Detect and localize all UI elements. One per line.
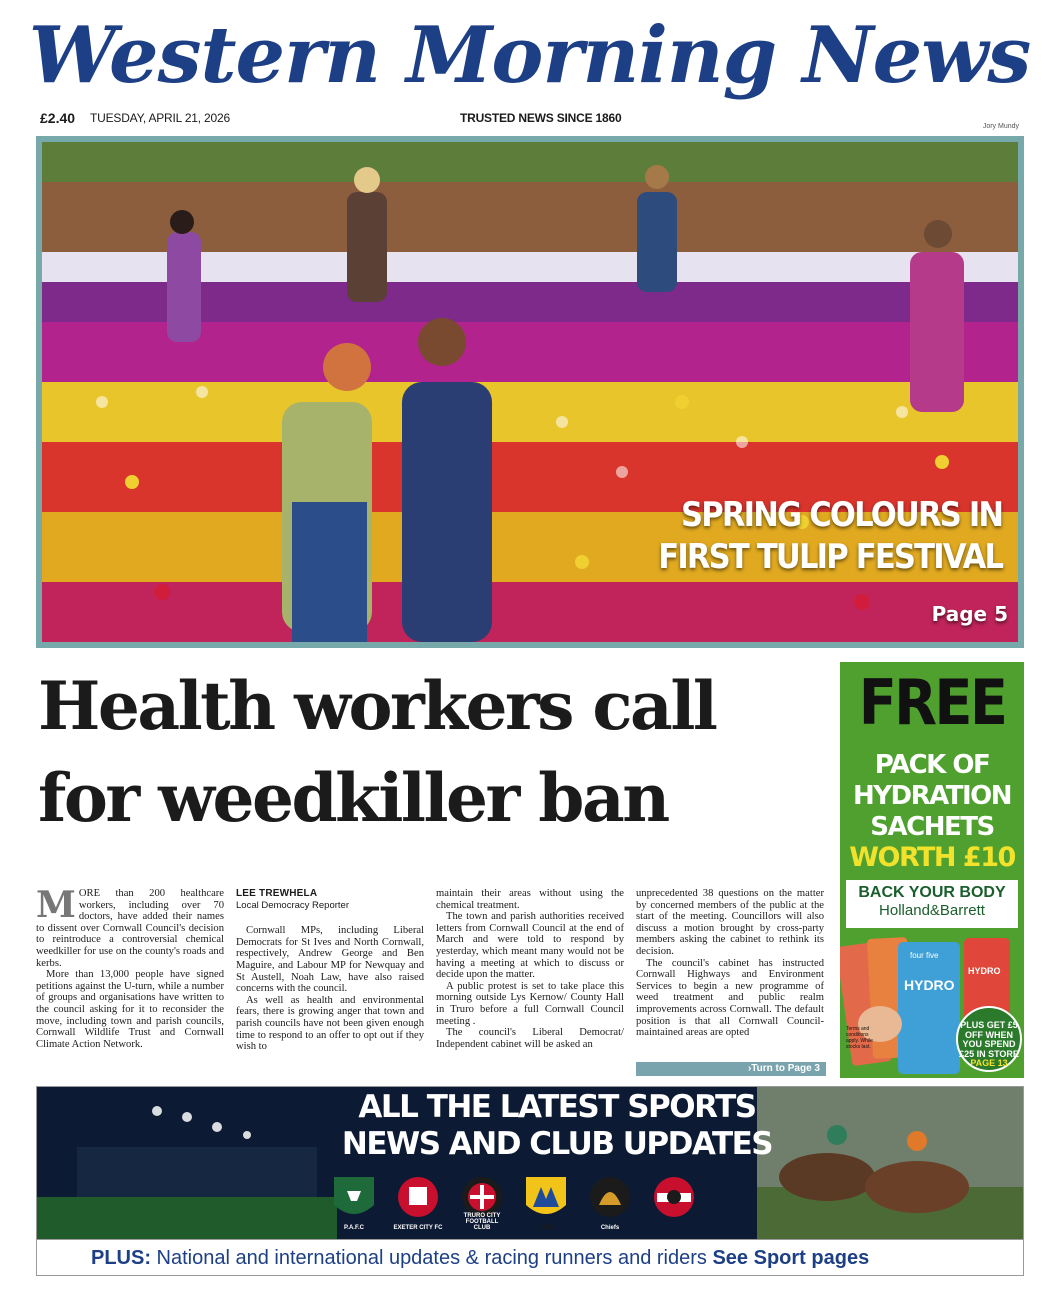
crest-label: P.A.F.C — [344, 1225, 364, 1231]
hero-headline-line1: SPRING COLOURS IN — [680, 495, 1002, 535]
story-paragraph: Cornwall MPs, including Liberal Democrats for St Ives and North Cornwall, respectively, Andrew George and Ben Maguire, and Labour MP for Newquay and St Austell, Noah Law, have also raised concerns with the council. — [236, 925, 424, 995]
story-column-4 — [636, 888, 824, 1039]
story-paragraph: As well as health and environmental fears, there is growing anger that town and parish councils have not been given enough time to respond to an offer to opt out if they wish to — [236, 994, 424, 1053]
roundel-line1: PLUS GET £5 — [960, 1020, 1018, 1030]
plymouth-argyle-crest[interactable] — [329, 1175, 379, 1229]
promo-offer-line3: SACHETS — [870, 812, 994, 842]
product-label-2: HYDRO — [968, 966, 1001, 976]
story-paragraph: A public protest is set to take place this morning outside Lys Kernow/ County Hall in Truro before a full Cornwall Council meeting . — [436, 980, 624, 1027]
in-store-offer-roundel — [956, 1006, 1022, 1072]
lead-story-body — [36, 884, 828, 1078]
exeter-city-crest[interactable] — [393, 1175, 443, 1229]
hero-headline — [658, 494, 1002, 578]
promo-terms: Terms and conditions apply. While stocks last. — [846, 1026, 873, 1050]
promo-free-label: FREE — [858, 666, 1006, 739]
roundel-page: PAGE 13 — [970, 1058, 1008, 1068]
promo-offer — [840, 750, 1024, 843]
brand-logo: Holland&Barrett — [879, 902, 985, 919]
story-paragraph: maintain their areas without using the chemical treatment. — [436, 888, 624, 911]
lead-headline-line1: Health workers call — [38, 667, 716, 745]
crest-label: 1899 — [539, 1225, 553, 1231]
roundel-line4: £25 IN STORE — [959, 1048, 1019, 1059]
story-paragraph: The council's Liberal Democrat/ Independent cabinet will be asked an — [436, 1027, 624, 1050]
issue-date: TUESDAY, APRIL 21, 2026 — [90, 111, 230, 125]
hero-page-ref[interactable]: Page 5 — [931, 602, 1008, 626]
see-sport-pages-link[interactable]: See Sport pages — [712, 1247, 870, 1269]
brand-box — [846, 880, 1018, 928]
product-brand: four five — [910, 951, 939, 960]
sports-footer[interactable] — [37, 1239, 1024, 1276]
roundel-line2: OFF WHEN — [965, 1029, 1013, 1040]
tagline: TRUSTED NEWS SINCE 1860 — [460, 111, 622, 125]
sports-banner[interactable] — [36, 1086, 1024, 1276]
sports-title-line1: ALL THE LATEST SPORTS — [358, 1089, 756, 1125]
story-column-1 — [36, 884, 224, 1050]
masthead-title: Western Morning News — [28, 10, 1031, 101]
exeter-chiefs-crest[interactable] — [585, 1175, 635, 1229]
plus-text: National and international updates & racing runners and riders — [151, 1247, 713, 1269]
crest-label: Chiefs — [600, 1225, 620, 1231]
promo-offer-line2: HYDRATION — [852, 781, 1012, 811]
cover-price: £2.40 — [40, 110, 76, 126]
brand-tagline: BACK YOUR BODY — [858, 884, 1006, 901]
story-paragraph: unprecedented 38 questions on the matter by concerned members of the public at the start of the meeting. Councillors will also discuss a motion brought by cross-party members asking the cabinet to rethink its decision. — [636, 888, 824, 957]
story-paragraph: The town and parish authorities received letters from Cornwall Council at the end of March and were told to respond by yesterday, which meant many would not be having a meeting at which to discuss or decide upon the matter. — [436, 911, 624, 981]
byline: LEE TREWHELA — [236, 888, 318, 899]
dateline — [40, 110, 1019, 132]
promo-worth: WORTH £10 — [849, 842, 1015, 873]
story-paragraph: The council's cabinet has instructed Cornwall Highways and Environment Services to begin a new programme of weed treatment and public realm improvements across Cornwall. The default position is that all Cornwall Council-maintained areas are opted — [636, 957, 824, 1039]
cornish-pirates-crest[interactable] — [649, 1175, 699, 1229]
sports-title-line2: NEWS AND CLUB UPDATES — [341, 1126, 773, 1162]
roundel-line3: YOU SPEND — [962, 1039, 1016, 1049]
crest-label: EXETER CITY FC — [393, 1225, 443, 1231]
lead-headline-line2: for weedkiller ban — [38, 759, 668, 837]
hero-photo[interactable] — [36, 136, 1024, 648]
story-column-2 — [236, 888, 424, 1053]
hero-headline-line2: FIRST TULIP FESTIVAL — [658, 537, 1002, 577]
story-paragraph: ORE than 200 healthcare workers, including over 70 doctors, have added their names to dissent over Cornwall Council's decision to reintroduce a controversial chemical weedkiller for use on the county's roads and kerbs. — [36, 888, 224, 969]
lead-headline[interactable] — [38, 660, 828, 844]
free-hydration-promo[interactable] — [840, 662, 1024, 1078]
masthead — [0, 0, 1059, 112]
sports-title — [337, 1089, 777, 1163]
truro-city-crest[interactable] — [457, 1175, 507, 1229]
product-label: HYDRO — [904, 977, 955, 993]
story-paragraph: More than 13,000 people have signed petitions against the U-turn, while a number of groups and organisations have written to the council asking for it to reconsider the move, including town and parish councils, Cornwall Wildlife Trust and Cornwall Climate Action Network. — [36, 969, 224, 1050]
reporter-role: Local Democracy Reporter — [236, 899, 349, 911]
promo-offer-line1: PACK OF — [874, 750, 990, 780]
torquay-united-crest[interactable] — [521, 1175, 571, 1229]
story-column-3 — [436, 888, 624, 1050]
plus-label: PLUS: — [91, 1247, 151, 1269]
crest-label: TRURO CITY FOOTBALL CLUB — [463, 1213, 501, 1231]
dropcap: M — [36, 884, 76, 926]
turn-to-page-link[interactable]: ›Turn to Page 3 — [636, 1062, 826, 1076]
photo-credit: Jory Mundy — [982, 123, 1019, 130]
